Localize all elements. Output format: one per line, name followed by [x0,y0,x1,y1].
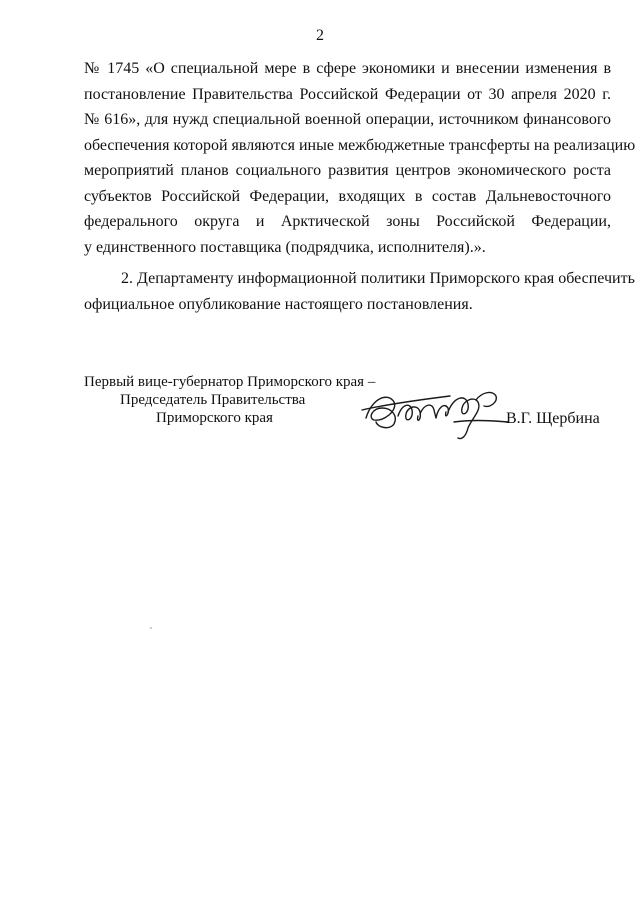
text-line: 2. Департаменту информационной политики Приморского края обеспечить [121,270,635,287]
signatory-title-line: Приморского края [156,410,273,426]
text-line: федерального округа и Арктической зоны Российской Федерации, [84,213,611,230]
paragraph-amendment-text [84,56,636,260]
text-line: субъектов Российской Федерации, входящих в состав Дальневосточного [84,187,611,205]
text-line: № 616», для нужд специальной военной операции, источником финансового [84,111,611,128]
paragraph-publication-order [84,266,635,317]
signatory-title-line: Первый вице-губернатор Приморского края – [84,374,376,390]
handwritten-signature [358,378,518,450]
signatory-name: В.Г. Щербина [506,410,600,427]
signatory-title [84,373,375,427]
text-line: № 1745 «О специальной мере в сфере экономики и внесении изменения в [84,60,611,77]
text-line: официальное опубликование настоящего постановления. [84,295,473,313]
text-line: постановление Правительства Российской Федерации от 30 апреля 2020 г. [84,85,611,103]
scan-speck [150,627,152,629]
text-line: у единственного поставщика (подрядчика, исполнителя).». [84,238,486,256]
text-line: мероприятий планов социального развития центров экономического роста [84,162,611,179]
page-number: 2 [316,27,324,44]
signatory-title-line: Председатель Правительства [120,392,306,408]
document-body [84,56,636,317]
text-line: обеспечения которой являются иные межбюджетные трансферты на реализацию [84,136,636,154]
